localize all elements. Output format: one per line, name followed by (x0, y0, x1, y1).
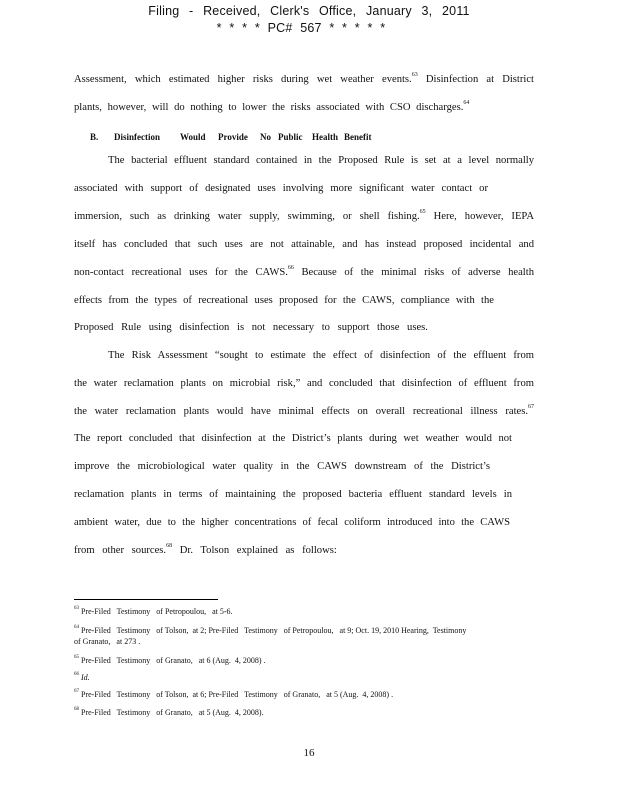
footnote: $^{65}$ Pre-Filed Testimony of Granato, at 6 (Aug. 4, 2008) . (74, 655, 266, 665)
body-line: The report concluded that disinfection at the District’s plants during wet weather would not (74, 433, 512, 444)
body-line: Assessment, which estimated higher risks during wet weather events.$^{63}$ Disinfection at District (74, 72, 534, 85)
body-line: The bacterial effluent standard contained in the Proposed Rule is set at a level normally (108, 155, 534, 166)
footnote: $^{63}$ Pre-Filed Testimony of Petropoulou, at 5-6. (74, 606, 233, 616)
body-line: ambient water, due to the higher concentrations of fecal coliform introduced into the CAWS (74, 517, 510, 528)
footnote: $^{67}$ Pre-Filed Testimony of Tolson, at 6; Pre-Filed Testimony of Granato, at 5 (Aug. 4, 2008) . (74, 689, 394, 699)
body-line: non-contact recreational uses for the CAWS.$^{66}$ Because of the minimal risks of adverse health (74, 265, 534, 278)
pc-number-line: * * * * PC# 567 * * * * * (216, 21, 386, 35)
body-line: plants, however, will do nothing to lower the risks associated with CSO discharges.$^{64}$ (74, 100, 470, 113)
body-line: The Risk Assessment “sought to estimate the effect of disinfection of the effluent from (108, 350, 534, 361)
footnote-continuation: of Granato, at 273 . (74, 637, 141, 646)
body-line: immersion, such as drinking water supply, swimming, or shell fishing.$^{65}$ Here, however, IEPA (74, 209, 534, 222)
section-subheading: B. Disinfection Would Provide No Public Health Benefit (90, 132, 372, 142)
body-line: from other sources.$^{68}$ Dr. Tolson explained as follows: (74, 543, 337, 556)
page-number: 16 (303, 747, 315, 759)
body-line: associated with support of designated uses involving more significant water contact or (74, 183, 488, 194)
filing-stamp-line: Filing - Received, Clerk's Office, January 3, 2011 (148, 4, 470, 18)
body-line: the water reclamation plants would have minimal effects on overall recreational illness rates.$^{67}$ (74, 404, 534, 417)
footnote-divider (74, 599, 218, 600)
body-line: effects from the types of recreational uses proposed for the CAWS, compliance with the (74, 295, 494, 306)
body-line: itself has concluded that such uses are not attainable, and has instead proposed incidental and (74, 239, 534, 250)
body-line: improve the microbiological water quality in the CAWS downstream of the District’s (74, 461, 490, 472)
footnote: $^{66}$ Id. (74, 672, 90, 682)
footnote: $^{68}$ Pre-Filed Testimony of Granato, at 5 (Aug. 4, 2008). (74, 707, 264, 717)
body-line: Proposed Rule using disinfection is not necessary to support those uses. (74, 322, 428, 333)
body-line: the water reclamation plants on microbial risk,” and concluded that disinfection of effluent from (74, 378, 534, 389)
footnote: $^{64}$ Pre-Filed Testimony of Tolson, at 2; Pre-Filed Testimony of Petropoulou, at 9; Oct. 19, 2010 Hearing, Testimony (74, 625, 467, 635)
body-line: reclamation plants in terms of maintaining the proposed bacteria effluent standard levels in (74, 489, 512, 500)
